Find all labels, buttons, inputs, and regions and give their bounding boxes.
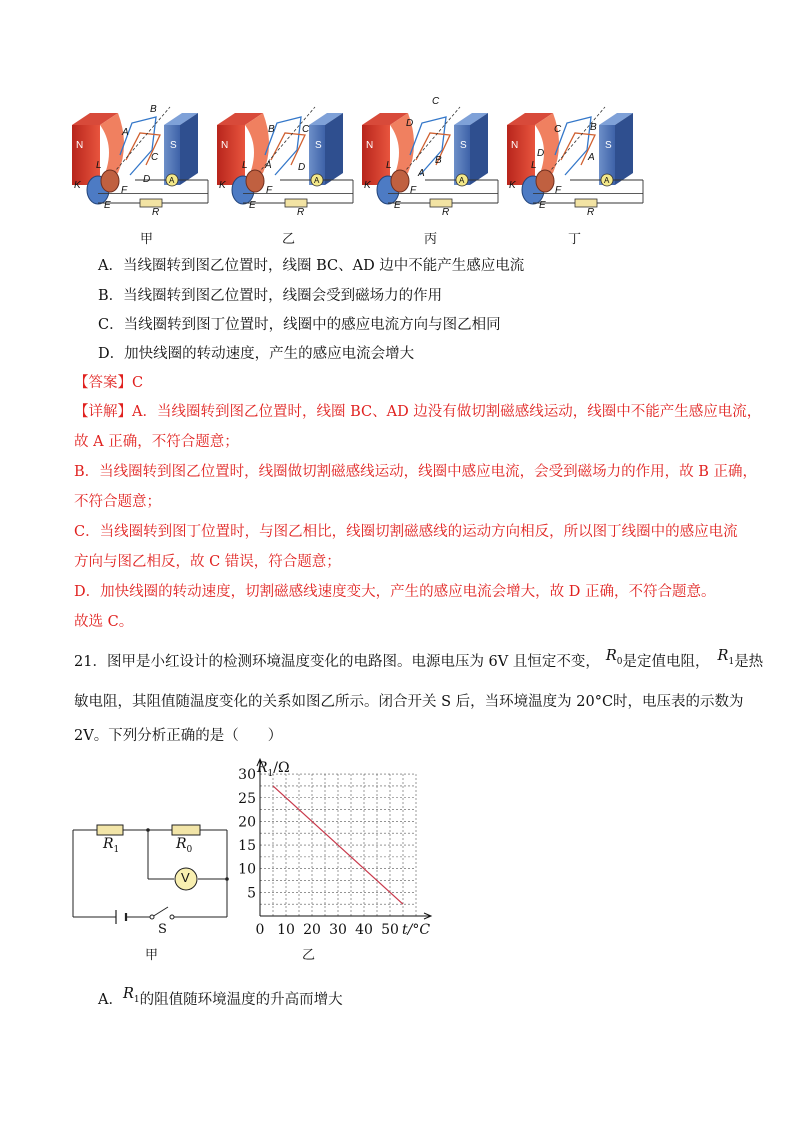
switch-label: S: [158, 922, 167, 937]
n-pole-label: N: [76, 140, 84, 151]
ammeter-label-2: A: [314, 176, 320, 185]
caption-ding: 丁: [568, 232, 582, 247]
q21-option-a: A．$R_1$的阻值随环境温度的升高而增大: [98, 986, 343, 1008]
x-tick-label: 0: [255, 922, 265, 938]
ring-label-k: K: [74, 180, 81, 191]
ring-label-e: E: [104, 200, 111, 211]
chart-tick-labels: [238, 767, 399, 938]
voltmeter-label: V: [181, 870, 190, 885]
y-tick-label: 20: [238, 814, 256, 831]
coil3-label-f: F: [410, 185, 417, 196]
coil3-label-d: D: [406, 118, 414, 129]
chart-ylabel: $R_1/\Omega$: [257, 760, 290, 779]
coil3-label-b: B: [435, 155, 442, 166]
coil2-label-l: L: [242, 160, 248, 171]
n-pole-label-4: N: [511, 140, 519, 151]
coil2-label-f: F: [266, 185, 273, 196]
circuit-r1-label: $R_1$: [103, 836, 120, 855]
y-tick-label: 30: [238, 767, 256, 784]
coil4-label-a: A: [588, 152, 595, 163]
q20-explanation-6: 方向与图乙相反，故 C 错误，符合题意；: [74, 554, 341, 570]
q21-stem-line2: 敏电阻，其阻值随温度变化的关系如图乙所示。闭合开关 S 后，当环境温度为 20°C时，电压表的示数为: [74, 694, 744, 710]
x-tick-label: 50: [381, 922, 399, 938]
y-tick-label: 25: [238, 790, 256, 807]
coil2-label-e: E: [249, 200, 256, 211]
y-tick-label: 10: [238, 861, 256, 878]
coil2-label-k: K: [219, 180, 226, 191]
chart-caption: 乙: [302, 948, 316, 963]
coil-label-d: D: [143, 174, 151, 185]
coil3-label-k: K: [364, 180, 371, 191]
x-tick-label: 30: [329, 922, 347, 938]
y-tick-label: 5: [247, 885, 256, 902]
q20-option-b: B．当线圈转到图乙位置时，线圈会受到磁场力的作用: [98, 288, 443, 304]
coil3-label-e: E: [394, 200, 401, 211]
coil4-label-c: C: [554, 124, 562, 135]
coil3-label-a: A: [418, 168, 425, 179]
n-pole-label-2: N: [221, 140, 229, 151]
caption-jia: 甲: [140, 232, 154, 247]
coil3-label-r: R: [442, 207, 450, 218]
coil4-label-k: K: [509, 180, 516, 191]
q20-explanation-2: 故 A 正确，不符合题意；: [74, 434, 239, 450]
caption-bing: 丙: [424, 232, 438, 247]
coil4-label-d: D: [537, 148, 545, 159]
coil2-label-c: C: [302, 124, 310, 135]
brush-label-l: L: [96, 160, 102, 171]
coil4-label-b: B: [590, 122, 597, 133]
chart-axes: [257, 759, 431, 919]
ammeter-label-1: A: [169, 176, 175, 185]
coil2-label-b: B: [268, 124, 275, 135]
coil4-label-e: E: [539, 200, 546, 211]
caption-yi: 乙: [282, 232, 296, 247]
coil2-label-r: R: [297, 207, 305, 218]
coil3-label-l: L: [386, 160, 392, 171]
coil-label-a: A: [122, 127, 129, 138]
resistor-label-r: R: [152, 207, 160, 218]
coil3-label-c: C: [432, 96, 440, 107]
circuit-caption: 甲: [145, 948, 159, 963]
s-pole-label-2: S: [315, 140, 322, 151]
q20-option-d: D．加快线圈的转动速度，产生的感应电流会增大: [98, 346, 415, 362]
coil4-label-r: R: [587, 207, 595, 218]
generator-panel-1: [72, 107, 208, 207]
q20-explanation-4: 不符合题意；: [74, 494, 161, 510]
q20-explanation-7: D．加快线圈的转动速度，切割磁感线速度变大，产生的感应电流会增大，故 D 正确，不符合题意。: [74, 584, 716, 600]
q20-explanation-1: 【详解】A．当线圈转到图乙位置时，线圈 BC、AD 边没有做切割磁感线运动，线圈中不能产生感应电流，: [74, 404, 762, 420]
circuit-diagram: [60, 815, 250, 930]
ammeter-label-3: A: [459, 176, 465, 185]
y-tick-label: 15: [238, 838, 256, 855]
q20-option-c: C．当线圈转到图丁位置时，线圈中的感应电流方向与图乙相同: [98, 317, 501, 333]
q20-option-a: A．当线圈转到图乙位置时，线圈 BC、AD 边中不能产生感应电流: [98, 258, 525, 274]
coil4-label-l: L: [531, 160, 537, 171]
x-tick-label: 40: [355, 922, 373, 938]
coil2-label-a: A: [265, 160, 272, 171]
q21-stem-line3: 2V。下列分析正确的是（ ）: [74, 728, 283, 744]
n-pole-label-3: N: [366, 140, 374, 151]
s-pole-label-4: S: [605, 140, 612, 151]
q20-answer: 【答案】C: [74, 375, 144, 391]
coil-label-b: B: [150, 104, 157, 115]
q20-explanation-5: C．当线圈转到图丁位置时，与图乙相比，线圈切割磁感线的运动方向相反，所以图丁线圈中的感应电流: [74, 524, 738, 540]
x-tick-label: 10: [277, 922, 295, 938]
generator-figures: [60, 95, 740, 245]
q20-explanation-3: B．当线圈转到图乙位置时，线圈做切割磁感线运动，线圈中感应电流，会受到磁场力的作用，故 B 正确，: [74, 464, 758, 480]
q20-explanation-8: 故选 C。: [74, 614, 134, 630]
coil-label-c: C: [151, 152, 159, 163]
brush-label-f: F: [121, 185, 128, 196]
ammeter-label-4: A: [604, 176, 610, 185]
circuit-r0-label: $R_0$: [176, 836, 193, 855]
s-pole-label: S: [170, 140, 177, 151]
x-tick-label: 20: [303, 922, 321, 938]
s-pole-label-3: S: [460, 140, 467, 151]
q21-stem-line1: 21．图甲是小红设计的检测环境温度变化的电路图。电源电压为 6V 且恒定不变， $R_0$是定值电阻， $R_1$是热: [74, 648, 764, 670]
chart-xlabel: t/°C: [402, 922, 431, 938]
coil2-label-d: D: [298, 162, 306, 173]
coil4-label-f: F: [555, 185, 562, 196]
